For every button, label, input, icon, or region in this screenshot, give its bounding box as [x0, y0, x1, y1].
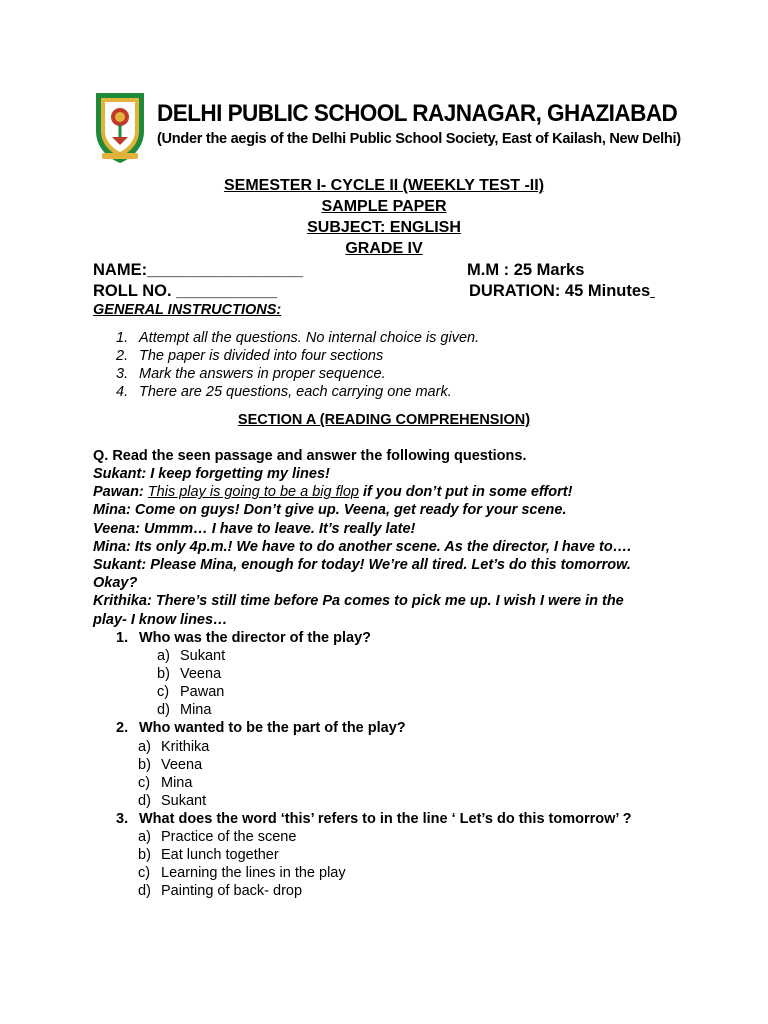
general-instructions-heading: GENERAL INSTRUCTIONS: — [93, 302, 282, 318]
paper-type: SAMPLE PAPER — [321, 198, 447, 215]
option-list — [116, 828, 632, 900]
question-item: 1. Who was the director of the play? a) Sukant b) Veena c) Pawan d) Mina — [116, 629, 632, 719]
option-item: c) Pawan — [157, 684, 225, 701]
option-item: b) Eat lunch together — [138, 847, 279, 864]
section-a-title: SECTION A (READING COMPREHENSION) — [237, 412, 531, 428]
passage-line: Mina: Come on guys! Don’t give up. Veena, get ready for your scene. — [93, 502, 567, 519]
roll-number-field: ROLL NO. ___________ — [93, 282, 278, 300]
option-item: a) Sukant — [157, 648, 226, 665]
passage-line: Pawan: This play is going to be a big flop if you don’t put in some effort! — [93, 484, 573, 501]
reading-passage — [93, 447, 693, 629]
school-subtitle: (Under the aegis of the Delhi Public School Society, East of Kailash, New Delhi) — [157, 130, 681, 147]
question-item: 2. Who wanted to be the part of the play? a) Krithika b) Veena c) Mina d) Sukant — [116, 719, 632, 809]
instruction-item: 4. There are 25 questions, each carrying one mark. — [116, 384, 452, 400]
question-list — [116, 629, 632, 900]
school-name: DELHI PUBLIC SCHOOL RAJNAGAR, GHAZIABAD — [157, 100, 678, 127]
instruction-item: 3. Mark the answers in proper sequence. — [116, 366, 386, 382]
option-item: b) Veena — [138, 756, 203, 773]
question-text: Who was the director of the play? — [139, 630, 372, 646]
option-item: d) Sukant — [138, 792, 207, 809]
subject-title: SUBJECT: ENGLISH — [307, 219, 461, 236]
question-text: What does the word ‘this’ refers to in the line ‘ Let’s do this tomorrow’ ? — [139, 810, 632, 827]
passage-line: Krithika: There’s still time before Pa comes to pick me up. I wish I were in the — [93, 593, 624, 610]
question-text: Who wanted to be the part of the play? — [139, 720, 406, 737]
option-item: d) Mina — [157, 702, 212, 719]
option-item: d) Painting of back- drop — [138, 883, 303, 900]
exam-title: SEMESTER I- CYCLE II (WEEKLY TEST -II) — [223, 177, 545, 194]
duration — [469, 282, 655, 301]
option-item: a) Krithika — [138, 738, 210, 755]
question-item: 3. What does the word ‘this’ refers to in the line ‘ Let’s do this tomorrow’ ? a) Practice of the scene b) Eat lunch together c) Learning the lines in the play d) Painting of back- drop — [116, 810, 632, 900]
instruction-item: 2. The paper is divided into four sections — [116, 348, 384, 364]
passage-line: Veena: Ummm… I have to leave. It’s really late! — [93, 520, 416, 537]
option-list — [116, 647, 632, 719]
underlined-phrase: This play is going to be a big flop — [147, 484, 359, 501]
passage-line: Sukant: I keep forgetting my lines! — [93, 466, 330, 482]
grade-title: GRADE IV — [345, 240, 423, 257]
max-marks: M.M : 25 Marks — [467, 261, 585, 279]
option-item: a) Practice of the scene — [138, 829, 297, 846]
option-item: b) Veena — [157, 666, 222, 683]
duration-text: DURATION: 45 Minutes — [469, 282, 651, 300]
passage-line: play- I know lines… — [93, 611, 228, 628]
option-item: c) Mina — [138, 774, 193, 791]
name-field: NAME:_________________ — [93, 261, 304, 279]
passage-line: Sukant: Please Mina, enough for today! We’re all tired. Let’s do this tomorrow. — [93, 557, 631, 574]
school-crest-icon — [92, 87, 148, 165]
instructions-list — [116, 329, 479, 401]
passage-line: Okay? — [93, 575, 138, 592]
passage-line: Mina: Its only 4p.m.! We have to do another scene. As the director, I have to…. — [93, 538, 632, 555]
instruction-item: 1. Attempt all the questions. No internal choice is given. — [116, 330, 480, 346]
duration-underline — [650, 282, 655, 300]
option-item: c) Learning the lines in the play — [138, 865, 346, 882]
question-intro: Q. Read the seen passage and answer the following questions. — [93, 448, 527, 464]
option-list — [116, 738, 632, 810]
